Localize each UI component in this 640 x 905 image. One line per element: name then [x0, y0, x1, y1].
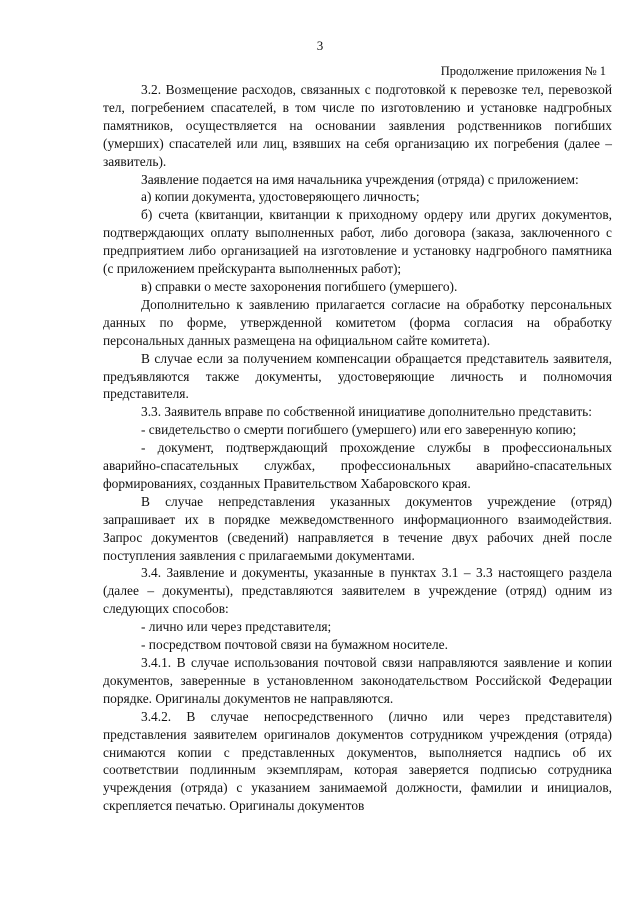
- paragraph: 3.4. Заявление и документы, указанные в пунктах 3.1 – 3.3 настоящего раздела (далее – документы), представляются заявителем в учреждение (отряд) одним из следующих способов:: [103, 565, 612, 617]
- paragraph: Дополнительно к заявлению прилагается согласие на обработку персональных данных по форме, утвержденной комитетом (форма согласия на обработку персональных данных размещена на официальном сайте комитета).: [103, 296, 612, 348]
- paragraph: - документ, подтверждающий прохождение службы в профессиональных аварийно-спасательных службах, профессиональных аварийно-спасательных формированиях, созданных Правительством Хабаровского края.: [103, 440, 612, 491]
- paragraph: - лично или через представителя;: [141, 619, 332, 635]
- paragraph: - свидетельство о смерти погибшего (умершего) или его заверенную копию;: [141, 422, 577, 438]
- paragraph: 3.3. Заявитель вправе по собственной инициативе дополнительно представить:: [141, 404, 593, 420]
- paragraph: в) справки о месте захоронения погибшего (умершего).: [141, 278, 458, 294]
- continuation-header: Продолжение приложения № 1: [440, 64, 606, 78]
- paragraph: В случае если за получением компенсации обращается представитель заявителя, предъявляются также документы, удостоверяющие личность и полномочия представителя.: [103, 350, 612, 402]
- paragraph: 3.4.2. В случае непосредственного (лично или через представителя) представления заявителем оригиналов документов сотрудником учреждения (отряда) снимаются копии с представленных документов, выполняется надпись об их соответствии подлинным экземплярам, которая заверяется подписью сотрудника учреждения (отряда) с указанием занимаемой должности, фамилии и инициалов, скрепляется печатью. Оригиналы документов: [103, 708, 612, 814]
- paragraph: 3.4.1. В случае использования почтовой связи направляются заявление и копии документов, заверенные в установленном законодательством Российской Федерации порядке. Оригиналы документов не направляются.: [103, 655, 612, 706]
- paragraph: В случае непредставления указанных документов учреждение (отряд) запрашивает их в порядке межведомственного информационного взаимодействия. Запрос документов (сведений) направляется в течение двух рабочих дней после поступления заявления с прилагаемыми документами.: [103, 493, 612, 563]
- paragraph: Заявление подается на имя начальника учреждения (отряда) с приложением:: [141, 171, 579, 187]
- paragraph: - посредством почтовой связи на бумажном носителе.: [141, 637, 448, 653]
- page-number: 3: [316, 38, 324, 53]
- paragraph: б) счета (квитанции, квитанции к приходному ордеру или других документов, подтверждающих оплату выполненных работ, либо договора (заказа, заключенного с предприятием либо организацией на изготовление и установку надгробного памятника (с приложением прейскуранта выполненных работ);: [103, 207, 612, 277]
- paragraph: а) копии документа, удостоверяющего личность;: [141, 189, 420, 205]
- paragraph: 3.2. Возмещение расходов, связанных с подготовкой к перевозке тел, перевозкой тел, погребением спасателей, в том числе по изготовлению и установке надгробных памятников, осуществляется на основании заявления родственников погибших (умерших) спасателей или лиц, взявших на себя организацию их погребения (далее – заявитель).: [103, 82, 612, 169]
- document-body: [103, 81, 612, 815]
